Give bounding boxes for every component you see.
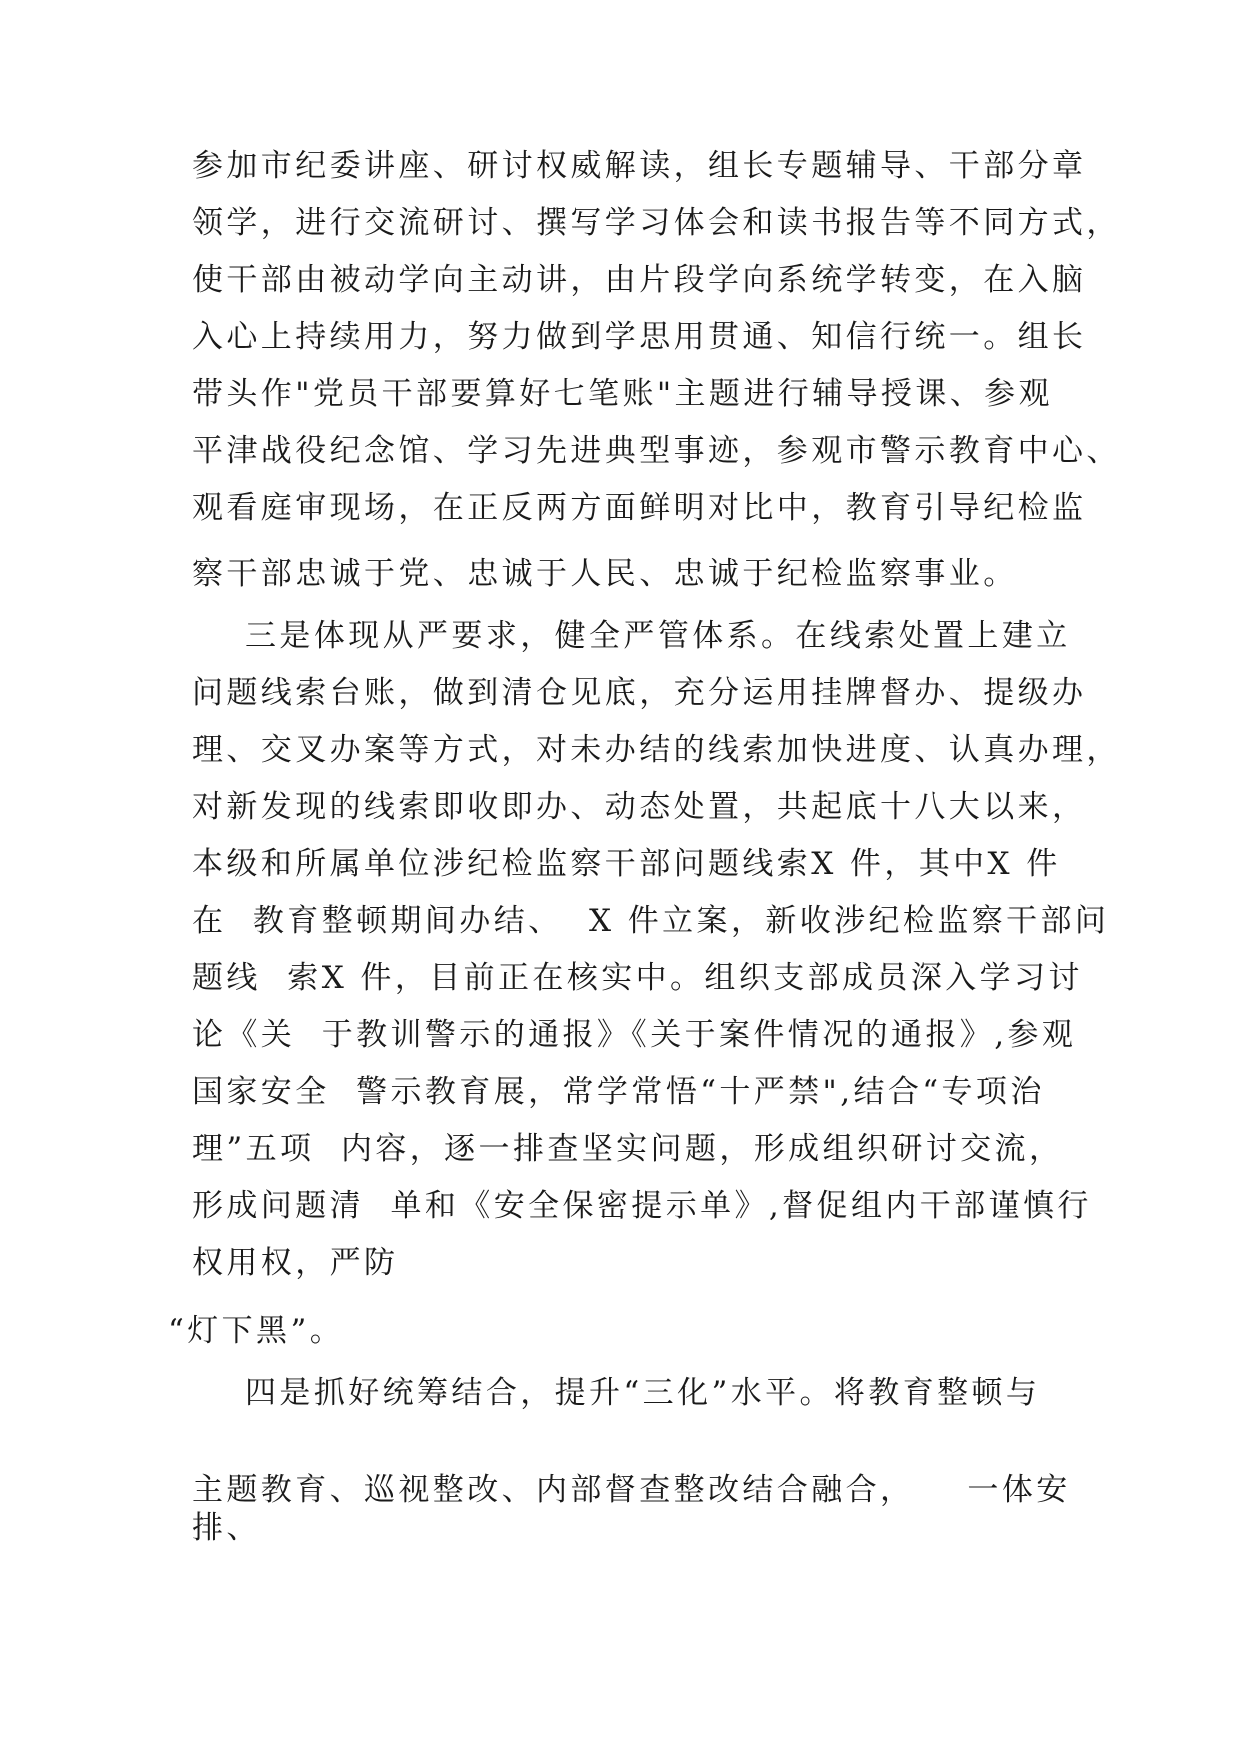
text-line: 察干部忠诚于党、忠诚于人民、忠诚于纪检监察事业。 xyxy=(192,556,1018,592)
text-line: 带头作"党员干部要算好七笔账"主题进行辅导授课、参观 xyxy=(192,376,1053,412)
text-line: 国家安全 警示教育展，常学常悟“十严禁",结合“专项治 xyxy=(192,1074,1045,1110)
text-line: 本级和所属单位涉纪检监察干部问题线索X 件，其中X 件 xyxy=(192,846,1061,882)
text-line: 在 教育整顿期间办结、 X 件立案，新收涉纪检监察干部问 xyxy=(192,903,1110,939)
text-line: 使干部由被动学向主动讲，由片段学向系统学转变，在入脑 xyxy=(192,262,1087,298)
text-line: 题线 索X 件，目前正在核实中。组织支部成员深入学习讨 xyxy=(192,960,1083,996)
text-line: 主题教育、巡视整改、内部督查整改结合融合， 一体安 xyxy=(192,1472,1071,1508)
text-line: 理、交叉办案等方式，对未办结的线索加快进度、认真办理， xyxy=(192,732,1121,768)
text-line: “灯下黑”。 xyxy=(168,1313,345,1349)
text-line: 三是体现从严要求，健全严管体系。在线索处置上建立 xyxy=(192,618,1071,654)
text-line: 观看庭审现场，在正反两方面鲜明对比中，教育引导纪检监 xyxy=(192,490,1087,526)
text-line: 形成问题清 单和《安全保密提示单》,督促组内干部谨慎行 xyxy=(192,1188,1092,1224)
text-line: 问题线索台账，做到清仓见底，充分运用挂牌督办、提级办 xyxy=(192,675,1087,711)
text-line: 领学，进行交流研讨、撰写学习体会和读书报告等不同方式， xyxy=(192,205,1121,241)
text-line: 排、 xyxy=(192,1510,261,1546)
text-line: 理”五项 内容，逐一排查坚实问题，形成组织研讨交流， xyxy=(192,1131,1064,1167)
text-line: 对新发现的线索即收即办、动态处置，共起底十八大以来， xyxy=(192,789,1087,825)
text-line: 入心上持续用力，努力做到学思用贯通、知信行统一。组长 xyxy=(192,319,1087,355)
text-line: 论《关 于教训警示的通报》《关于案件情况的通报》,参观 xyxy=(192,1017,1077,1053)
text-line: 四是抓好统筹结合，提升“三化”水平。将教育整顿与 xyxy=(192,1375,1041,1411)
text-line: 权用权，严防 xyxy=(192,1245,399,1281)
text-line: 平津战役纪念馆、学习先进典型事迹，参观市警示教育中心、 xyxy=(192,433,1121,469)
text-line: 参加市纪委讲座、研讨权威解读，组长专题辅导、干部分章 xyxy=(192,148,1087,184)
